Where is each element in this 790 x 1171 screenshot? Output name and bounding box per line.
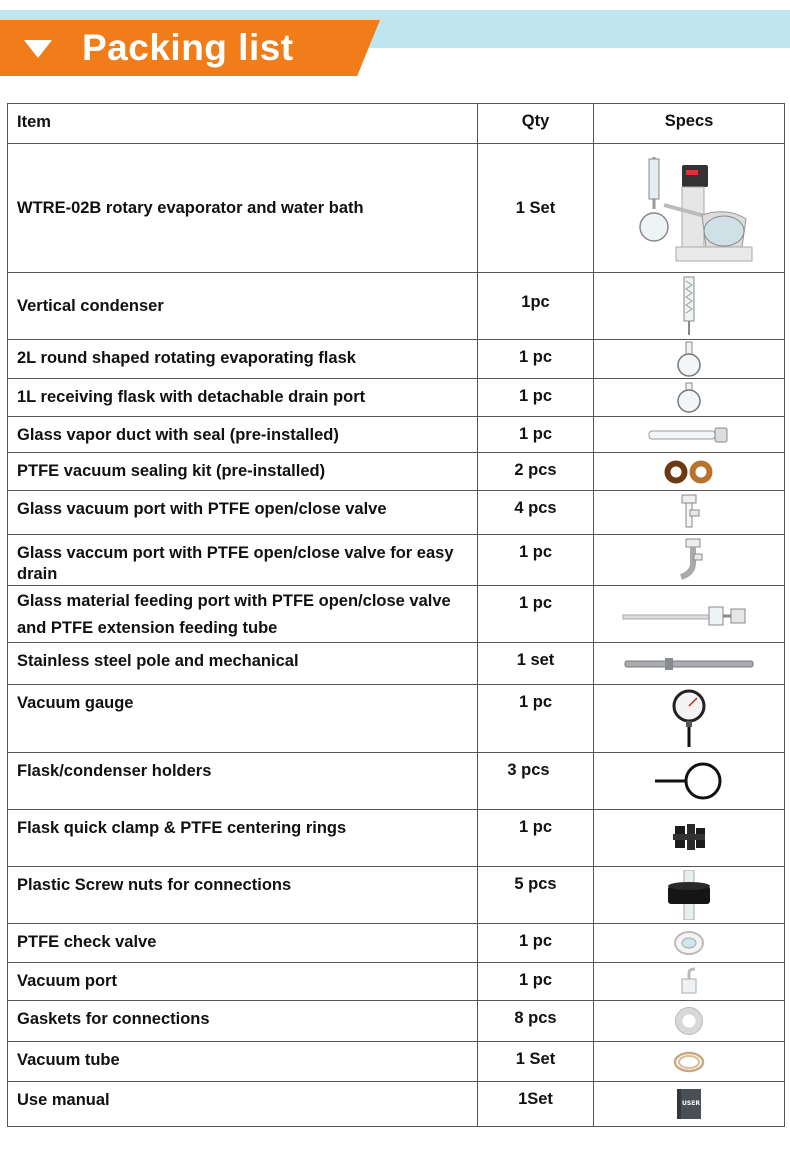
item-cell: Use manual	[8, 1082, 478, 1127]
qty-cell: 1 pc	[478, 810, 594, 867]
spec-cell	[594, 685, 785, 753]
vacuum-tube-icon	[671, 1047, 707, 1077]
table-header-row	[8, 104, 785, 144]
qty-cell: 1 Set	[478, 144, 594, 273]
table-row	[8, 924, 785, 963]
steel-pole-icon	[623, 654, 755, 674]
item-cell: Glass vapor duct with seal (pre-installed)	[8, 417, 478, 453]
table-row	[8, 144, 785, 273]
qty-cell: 1 set	[478, 643, 594, 685]
item-cell: Vacuum tube	[8, 1042, 478, 1082]
item-cell: Vertical condenser	[8, 273, 478, 340]
item-cell: PTFE check valve	[8, 924, 478, 963]
drain-port-icon	[674, 538, 704, 582]
spec-cell	[594, 491, 785, 535]
vapor-duct-icon	[647, 425, 731, 445]
spec-cell	[594, 535, 785, 586]
spec-cell	[594, 417, 785, 453]
column-header-item: Item	[8, 104, 478, 144]
sealing-rings-icon	[664, 460, 714, 484]
column-header-specs: Specs	[594, 104, 785, 144]
qty-cell: 5 pcs	[478, 867, 594, 924]
item-cell: WTRE-02B rotary evaporator and water bath	[8, 144, 478, 273]
table-row	[8, 1082, 785, 1127]
vacuum-gauge-icon	[669, 688, 709, 750]
qty-cell: 1 Set	[478, 1042, 594, 1082]
qty-cell: 1 pc	[478, 685, 594, 753]
qty-cell: 1 pc	[478, 379, 594, 417]
table-row	[8, 867, 785, 924]
evaporating-flask-icon	[674, 341, 704, 377]
table-row	[8, 810, 785, 867]
check-valve-icon	[672, 929, 706, 957]
page-title: Packing list	[82, 27, 294, 68]
condenser-icon	[679, 275, 699, 337]
spec-cell	[594, 1082, 785, 1127]
table-row	[8, 379, 785, 417]
packing-list-table	[7, 103, 785, 1127]
item-cell: Glass material feeding port with PTFE open/close valve and PTFE extension feeding tube	[8, 586, 478, 643]
qty-cell: 1pc	[478, 273, 594, 340]
spec-cell	[594, 963, 785, 1001]
table-row	[8, 535, 785, 586]
item-cell: Plastic Screw nuts for connections	[8, 867, 478, 924]
spec-cell	[594, 1042, 785, 1082]
item-cell: Glass vacuum port with PTFE open/close valve	[8, 491, 478, 535]
item-cell: Stainless steel pole and mechanical	[8, 643, 478, 685]
qty-cell: 1 pc	[478, 340, 594, 379]
spec-cell	[594, 586, 785, 643]
table-row	[8, 273, 785, 340]
spec-cell	[594, 753, 785, 810]
screw-nut-icon	[664, 870, 714, 920]
table-row	[8, 643, 785, 685]
item-cell: 1L receiving flask with detachable drain port	[8, 379, 478, 417]
table-row	[8, 963, 785, 1001]
column-header-qty: Qty	[478, 104, 594, 144]
quick-clamp-icon	[671, 820, 707, 856]
table-row	[8, 685, 785, 753]
spec-cell	[594, 273, 785, 340]
table-row	[8, 340, 785, 379]
item-cell: PTFE vacuum sealing kit (pre-installed)	[8, 453, 478, 491]
manual-book-icon	[674, 1087, 704, 1121]
spec-cell	[594, 453, 785, 491]
item-cell: Flask/condenser holders	[8, 753, 478, 810]
receiving-flask-icon	[674, 382, 704, 414]
qty-cell: 1 pc	[478, 417, 594, 453]
qty-cell: 4 pcs	[478, 491, 594, 535]
table-row	[8, 1001, 785, 1042]
qty-cell: 1Set	[478, 1082, 594, 1127]
vacuum-port-icon	[674, 967, 704, 997]
qty-cell: 3 pcs	[478, 753, 594, 810]
rotary-evaporator-icon	[624, 149, 754, 267]
table-row	[8, 586, 785, 643]
qty-cell: 8 pcs	[478, 1001, 594, 1042]
table-row	[8, 1042, 785, 1082]
item-cell: 2L round shaped rotating evaporating flask	[8, 340, 478, 379]
triangle-down-icon	[24, 40, 52, 58]
spec-cell	[594, 379, 785, 417]
qty-cell: 1 pc	[478, 535, 594, 586]
spec-cell	[594, 810, 785, 867]
qty-cell: 1 pc	[478, 586, 594, 643]
table-row	[8, 453, 785, 491]
item-cell: Gaskets for connections	[8, 1001, 478, 1042]
item-cell: Vacuum gauge	[8, 685, 478, 753]
table-row	[8, 491, 785, 535]
table-row	[8, 417, 785, 453]
spec-cell	[594, 144, 785, 273]
feeding-port-icon	[619, 599, 759, 629]
item-cell: Glass vaccum port with PTFE open/close valve for easy drain	[8, 535, 478, 586]
gasket-icon	[674, 1006, 704, 1036]
holder-icon	[653, 759, 725, 803]
vacuum-port-valve-icon	[677, 494, 701, 532]
item-cell: Flask quick clamp & PTFE centering rings	[8, 810, 478, 867]
spec-cell	[594, 340, 785, 379]
qty-cell: 1 pc	[478, 963, 594, 1001]
svg-text:USER: USER	[682, 1100, 700, 1107]
spec-cell	[594, 867, 785, 924]
item-cell: Vacuum port	[8, 963, 478, 1001]
spec-cell	[594, 643, 785, 685]
table-row	[8, 753, 785, 810]
qty-cell: 1 pc	[478, 924, 594, 963]
qty-cell: 2 pcs	[478, 453, 594, 491]
spec-cell	[594, 924, 785, 963]
spec-cell	[594, 1001, 785, 1042]
